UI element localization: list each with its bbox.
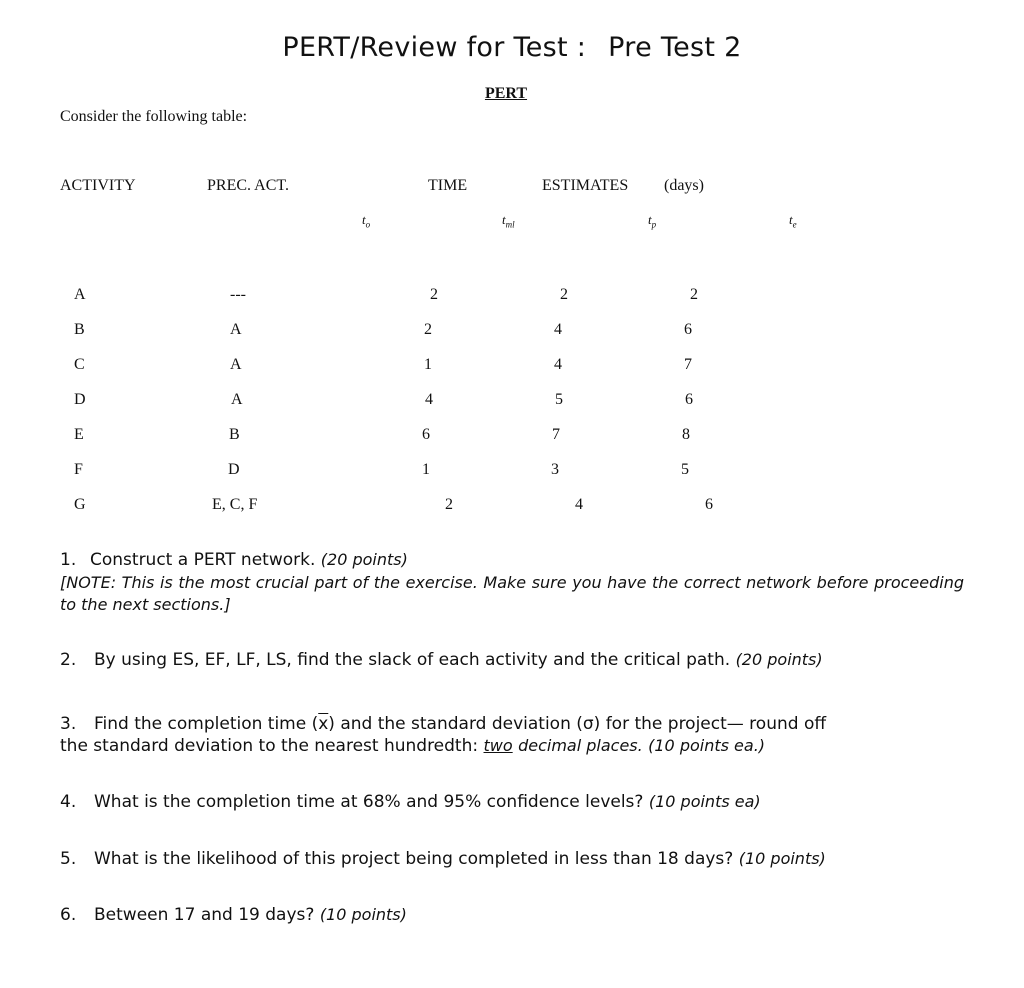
x-bar-symbol: $\overline{x}$ [318,714,329,734]
table-cell-activity: A [74,286,86,303]
table-cell-to: 2 [430,286,438,303]
table-cell-to: 1 [424,356,432,373]
subheader-to: $t_o$ [362,212,371,230]
table-cell-tp: 7 [684,356,692,373]
header-time: TIME [428,177,468,194]
table-cell-prec: E, C, F [212,496,258,513]
table-cell-tml: 4 [575,496,583,513]
subheader-tp: $t_p$ [648,212,657,230]
table-cell-tp: 8 [682,426,690,443]
question-3: 3. Find the completion time $(\overline{x})$ and the standard deviation (σ) for the project— round off the standard deviation to the nearest hundredth: two decimal places. (10 points ea.) [60,714,827,756]
question-6: 6. Between 17 and 19 days? (10 points) [60,905,407,925]
table-cell-activity: G [74,496,86,513]
table-cell-prec: A [230,321,242,338]
table-cell-tp: 5 [681,461,689,478]
table-cell-to: 1 [422,461,430,478]
table-cell-tml: 4 [554,321,562,338]
section-heading: PERT [484,85,528,102]
table-cell-tml: 3 [551,461,559,478]
table-cell-tml: 5 [555,391,563,408]
table-cell-prec: --- [230,286,246,303]
header-estimates: ESTIMATES [542,177,629,194]
table-cell-tp: 6 [684,321,692,338]
subheader-te: $t_e$ [789,212,797,230]
table-cell-tml: 4 [554,356,562,373]
question-1-note: [NOTE: This is the most crucial part of the exercise. Make sure you have the correct network before proceeding to the next sections.] [60,573,964,614]
table-cell-to: 6 [422,426,430,443]
title-suffix: Pre Test 2 [608,32,742,63]
table-cell-tp: 2 [690,286,698,303]
table-cell-prec: D [228,461,240,478]
header-prec: PREC. ACT. [207,177,289,194]
header-units: (days) [664,177,704,194]
table-cell-to: 2 [424,321,432,338]
table-cell-tml: 7 [552,426,560,443]
intro-text: Consider the following table: [60,108,248,125]
table-cell-tp: 6 [705,496,713,513]
table-cell-activity: C [74,356,85,373]
table-cell-to: 4 [425,391,433,408]
table-cell-activity: D [74,391,86,408]
table-cell-tml: 2 [560,286,568,303]
page-title: PERT/Review for Test : Pre Test 2 [282,32,742,63]
header-activity: ACTIVITY [60,177,136,194]
question-4: 4. What is the completion time at 68% and 95% confidence levels? (10 points ea) [60,792,761,812]
question-2: 2. By using ES, EF, LF, LS, find the slack of each activity and the critical path. (20 points) [60,650,823,670]
table-cell-tp: 6 [685,391,693,408]
question-1: 1. Construct a PERT network. (20 points) [60,550,408,570]
table-cell-activity: F [74,461,83,478]
table-cell-prec: B [229,426,240,443]
table-cell-activity: B [74,321,85,338]
table-cell-activity: E [74,426,84,443]
table-cell-prec: A [231,391,243,408]
question-5: 5. What is the likelihood of this project being completed in less than 18 days? (10 points) [60,849,826,869]
table-cell-prec: A [230,356,242,373]
subheader-tml: $t_{ml}$ [502,212,515,230]
table-cell-to: 2 [445,496,453,513]
